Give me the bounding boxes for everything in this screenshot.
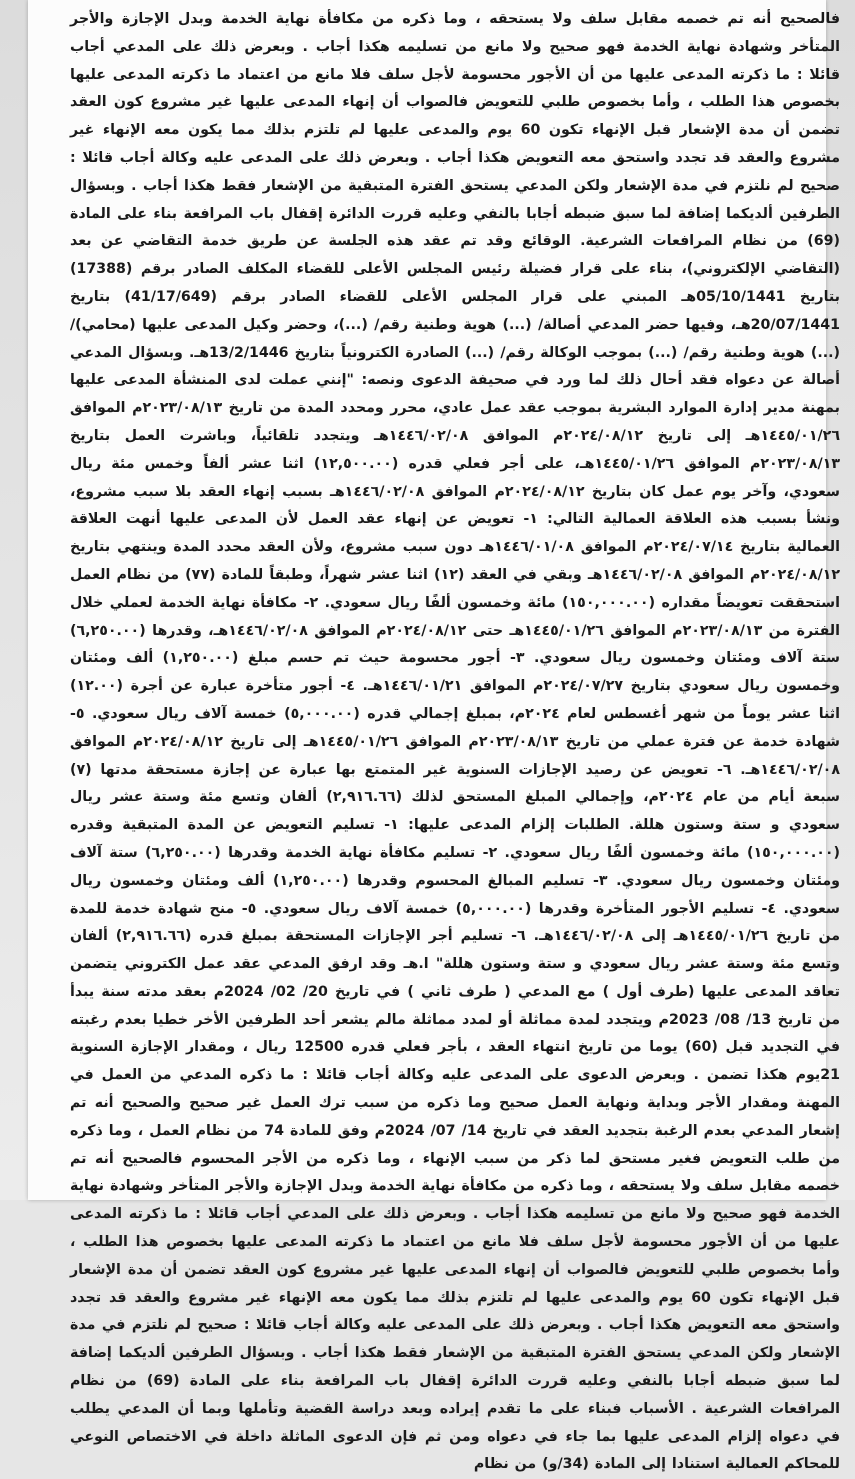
document-paragraph: فالصحيح أنه تم خصمه مقابل سلف ولا يستحقه ، وما ذكره من مكافأة نهاية الخدمة وبدل الإجازة والأجر المتأخر وشهادة نهاية الخدمة فهو صحيح ولا مانع من تسليمه هكذا أجاب . وبعرض ذلك على المدعي أجاب قائلا : ما ذكرته المدعى عليها من أن الأجور محسومة لأجل سلف فلا مانع من اعتماد ما ذكرته المدعى عليها بخصوص هذا الطلب ، وأما بخصوص طلبي للتعويض فالصواب أن إنهاء المدعى عليها غير مشروع كون العقد تضمن أن مدة الإشعار قبل الإنهاء تكون 60 يوم والمدعى عليها لم تلتزم بذلك مما يكون معه الإنهاء غير مشروع والعقد قد تجدد واستحق معه التعويض هكذا أجاب . وبعرض ذلك على المدعى عليه وكالة أجاب قائلا : صحيح لم نلتزم في مدة الإشعار ولكن المدعي يستحق الفترة المتبقية من الإشعار فقط هكذا أجاب . وبسؤال الطرفين ألديكما إضافة لما سبق ضبطه أجابا بالنفي وعليه قررت الدائرة إقفال باب المرافعة بناء على المادة (69) من نظام المرافعات الشرعية. الوقائع وقد تم عقد هذه الجلسة عن طريق خدمة التقاضي عن بعد (التقاضي الإلكتروني)، بناء على قرار فضيلة رئيس المجلس الأعلى للقضاء المكلف الصادر برقم (17388) بتاريخ 05/10/1441هـ المبني على قرار المجلس الأعلى للقضاء الصادر برقم (41/17/649) بتاريخ 20/07/1441هـ، وفيها حضر المدعي أصالة/ (...) هوية وطنية رقم/ (...)، وحضر وكيل المدعى عليها (محامي)/ (...) هوية وطنية رقم/ (...) بموجب الوكالة رقم/ (...) الصادرة الكترونياً بتاريخ 13/2/1446هـ. وبسؤال المدعي أصالة عن دعواه فقد أحال ذلك لما ورد في صحيفة الدعوى ونصه: "إنني عملت لدى المنشأة المدعى عليها بمهنة مدير إدارة الموارد البشرية بموجب عقد عمل عادي، محرر ومحدد المدة من تاريخ ٢٠٢٣/٠٨/١٣م الموافق ١٤٤٥/٠١/٢٦هـ إلى تاريخ ٢٠٢٤/٠٨/١٢م الموافق ١٤٤٦/٠٢/٠٨هـ ويتجدد تلقائياً، وباشرت العمل بتاريخ ٢٠٢٣/٠٨/١٣م الموافق ١٤٤٥/٠١/٢٦هـ، على أجر فعلي قدره (١٢,٥٠٠.٠٠) اثنا عشر ألفاً وخمس مئة ريال سعودي، وآخر يوم عمل كان بتاريخ ٢٠٢٤/٠٨/١٢م الموافق ١٤٤٦/٠٢/٠٨هـ بسبب إنهاء العقد بلا سبب مشروع، ونشأ بسبب هذه العلاقة العمالية التالي: ١- تعويض عن إنهاء عقد العمل لأن المدعى عليها أنهت العلاقة العمالية بتاريخ ٢٠٢٤/٠٧/١٤م الموافق ١٤٤٦/٠١/٠٨هـ دون سبب مشروع، ولأن العقد محدد المدة وينتهي بتاريخ ٢٠٢٤/٠٨/١٢م الموافق ١٤٤٦/٠٢/٠٨هـ وبقي في العقد (١٢) اثنا عشر شهراً، وطبقاً للمادة (٧٧) من نظام العمل استحققت تعويضاً مقداره (١٥٠,٠٠٠.٠٠) مائة وخمسون ألفًا ريال سعودي. ٢- مكافأة نهاية الخدمة لعملي خلال الفترة من ٢٠٢٣/٠٨/١٣م الموافق ١٤٤٥/٠١/٢٦هـ حتى ٢٠٢٤/٠٨/١٢م الموافق ١٤٤٦/٠٢/٠٨هـ، وقدرها (٦,٢٥٠.٠٠) ستة آلاف ومئتان وخمسون ريال سعودي. ٣- أجور محسومة حيث تم حسم مبلغ (١,٢٥٠.٠٠) ألف ومئتان وخمسون ريال سعودي بتاريخ ٢٠٢٤/٠٧/٢٧م الموافق ١٤٤٦/٠١/٢١هـ. ٤- أجور متأخرة عبارة عن أجرة (١٢.٠٠) اثنا عشر يوماً من شهر أغسطس لعام ٢٠٢٤م، بمبلغ إجمالي قدره (٥,٠٠٠.٠٠) خمسة آلاف ريال سعودي. ٥- شهادة خدمة عن فترة عملي من تاريخ ٢٠٢٣/٠٨/١٣م الموافق ١٤٤٥/٠١/٢٦هـ إلى تاريخ ٢٠٢٤/٠٨/١٢م الموافق ١٤٤٦/٠٢/٠٨هـ. ٦- تعويض عن رصيد الإجازات السنوية غير المتمتع بها عبارة عن إجازة مستحقة مدتها (٧) سبعة أيام من عام ٢٠٢٤م، وإجمالي المبلغ المستحق لذلك (٢,٩١٦.٦٦) ألفان وتسع مئة وستة عشر ريال سعودي و ستة وستون هللة. الطلبات إلزام المدعى عليها: ١- تسليم التعويض عن المدة المتبقية وقدره (١٥٠,٠٠٠.٠٠) مائة وخمسون ألفًا ريال سعودي. ٢- تسليم مكافأة نهاية الخدمة وقدرها (٦,٢٥٠.٠٠) ستة آلاف ومئتان وخمسون ريال سعودي. ٣- تسليم المبالغ المحسوم وقدرها (١,٢٥٠.٠٠) ألف ومئتان وخمسون ريال سعودي. ٤- تسليم الأجور المتأخرة وقدرها (٥,٠٠٠.٠٠) خمسة آلاف ريال سعودي. ٥- منح شهادة خدمة للمدة من تاريخ ١٤٤٥/٠١/٢٦هـ إلى ١٤٤٦/٠٢/٠٨هـ. ٦- تسليم أجر الإجازات المستحقة بمبلغ قدره (٢,٩١٦.٦٦) ألفان وتسع مئة وستة عشر ريال سعودي و ستة وستون هللة" ا.هـ وقد ارفق المدعي عقد عمل الكتروني يتضمن تعاقد المدعى عليها (طرف أول ) مع المدعي ( طرف ثاني ) في تاريخ 20/ 02/ 2024م بعقد مدته سنة يبدأ من تاريخ 13/ 08/ 2023م ويتجدد لمدة مماثلة أو لمدد مماثلة مالم يشعر أحد الطرفين الأخر خطيا بعدم رغبته في التجديد قبل (60) يوما من تاريخ انتهاء العقد ، بأجر فعلي قدره 12500 ريال ، ومقدار الإجازة السنوية 21يوم هكذا تضمن . وبعرض الدعوى على المدعى عليه وكالة أجاب قائلا : ما ذكره المدعي من العمل في المهنة ومقدار الأجر وبداية ونهاية العمل صحيح وما ذكره من سبب ترك العمل غير صحيح والصحيح أنه تم إشعار المدعي بعدم الرغبة بتجديد العقد في تاريخ 14/ 07/ 2024م وفق للمادة 74 من نظام العمل ، وما ذكره من طلب التعويض فغير مستحق لما ذكر من سبب الإنهاء ، وما ذكره من الأجر المحسوم فالصحيح أنه تم خصمه مقابل سلف ولا يستحقه ، وما ذكره من مكافأة نهاية الخدمة وبدل الإجازة والأجر المتأخر وشهادة نهاية الخدمة فهو صحيح ولا مانع من تسليمه هكذا أجاب . وبعرض ذلك على المدعي أجاب قائلا : ما ذكرته المدعى عليها من أن الأجور محسومة لأجل سلف فلا مانع من اعتماد ما ذكرته المدعى عليها بخصوص هذا الطلب ، وأما بخصوص طلبي للتعويض فالصواب أن إنهاء المدعى عليها غير مشروع كون العقد تضمن أن مدة الإشعار قبل الإنهاء تكون 60 يوم والمدعى عليها لم تلتزم بذلك مما يكون معه الإنهاء غير مشروع والعقد قد تجدد واستحق معه التعويض هكذا أجاب . وبعرض ذلك على المدعى عليه وكالة أجاب قائلا : صحيح لم نلتزم في مدة الإشعار ولكن المدعي يستحق الفترة المتبقية من الإشعار فقط هكذا أجاب . وبسؤال الطرفين ألديكما إضافة لما سبق ضبطه أجابا بالنفي وعليه قررت الدائرة إقفال باب المرافعة بناء على المادة (69) من نظام المرافعات الشرعية . الأسباب فبناء على ما تقدم إيراده وبعد دراسة القضية وتأملها وبما أن المدعي يطلب في دعواه إلزام المدعى عليها بما جاء في دعواه ومن ثم فإن الدعوى الماثلة داخلة في الاختصاص النوعي للمحاكم العمالية استنادا إلى المادة (34/و) من نظام xyxy=(70,11,841,1473)
document-body xyxy=(70,6,841,1473)
document-page xyxy=(28,0,841,1473)
